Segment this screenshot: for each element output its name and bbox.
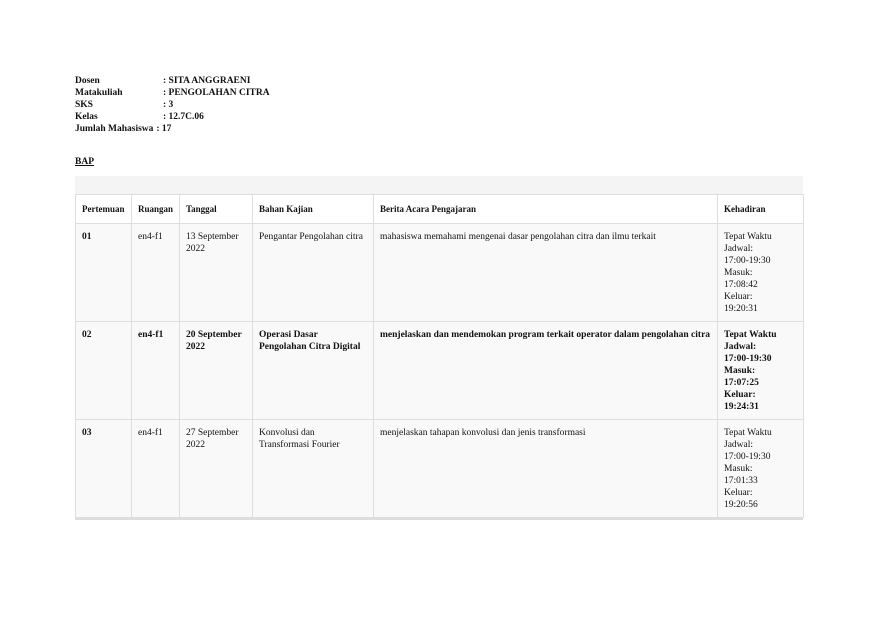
cell-berita-acara: mahasiswa memahami mengenai dasar pengolahan citra dan ilmu terkait xyxy=(374,224,718,322)
kehadiran-status: Tepat Waktu xyxy=(724,330,777,340)
kehadiran-masuk: 17:08:42 xyxy=(724,280,758,290)
info-matakuliah-value: : PENGOLAHAN CITRA xyxy=(163,88,270,98)
table-header-row xyxy=(76,195,804,224)
bap-table xyxy=(75,194,804,518)
kehadiran-keluar-label: Keluar: xyxy=(724,292,753,302)
cell-tanggal: 20 September 2022 xyxy=(180,322,253,420)
header-bahan-kajian: Bahan Kajian xyxy=(253,195,374,224)
cell-berita-acara: menjelaskan dan mendemokan program terkait operator dalam pengolahan citra xyxy=(374,322,718,420)
cell-ruangan: en4-f1 xyxy=(132,322,180,420)
kehadiran-jadwal: 17:00-19:30 xyxy=(724,452,771,462)
kehadiran-keluar: 19:24:31 xyxy=(724,402,759,412)
kehadiran-keluar: 19:20:31 xyxy=(724,304,758,314)
info-jumlah-label: Jumlah Mahasiswa xyxy=(75,124,154,134)
info-dosen-value: : SITA ANGGRAENI xyxy=(163,76,251,86)
cell-kehadiran xyxy=(718,224,804,322)
cell-kehadiran xyxy=(718,322,804,420)
cell-bahan-kajian: Konvolusi dan Transformasi Fourier xyxy=(253,420,374,518)
info-jumlah-mahasiswa xyxy=(75,123,270,135)
cell-pertemuan: 01 xyxy=(76,224,132,322)
kehadiran-status: Tepat Waktu xyxy=(724,232,772,242)
info-kelas-value: : 12.7C.06 xyxy=(163,112,204,122)
cell-ruangan: en4-f1 xyxy=(132,224,180,322)
header-ruangan: Ruangan xyxy=(132,195,180,224)
info-sks-label: SKS xyxy=(75,100,93,110)
kehadiran-masuk-label: Masuk: xyxy=(724,268,753,278)
kehadiran-masuk: 17:01:33 xyxy=(724,476,758,486)
header-tanggal: Tanggal xyxy=(180,195,253,224)
header-pertemuan: Pertemuan xyxy=(76,195,132,224)
kehadiran-keluar: 19:20:56 xyxy=(724,500,758,510)
kehadiran-status: Tepat Waktu xyxy=(724,428,772,438)
kehadiran-jadwal-label: Jadwal: xyxy=(724,440,754,450)
kehadiran-jadwal: 17:00-19:30 xyxy=(724,354,772,364)
kehadiran-jadwal-label: Jadwal: xyxy=(724,342,757,352)
bap-table-container xyxy=(75,176,803,520)
kehadiran-masuk-label: Masuk: xyxy=(724,464,753,474)
cell-tanggal: 13 September 2022 xyxy=(180,224,253,322)
cell-berita-acara: menjelaskan tahapan konvolusi dan jenis transformasi xyxy=(374,420,718,518)
kehadiran-jadwal-label: Jadwal: xyxy=(724,244,754,254)
section-title-bap: BAP xyxy=(75,157,94,167)
cell-pertemuan: 03 xyxy=(76,420,132,518)
info-dosen-label: Dosen xyxy=(75,76,100,86)
info-kelas xyxy=(75,111,270,123)
info-matakuliah xyxy=(75,87,270,99)
kehadiran-keluar-label: Keluar: xyxy=(724,488,753,498)
info-sks-value: : 3 xyxy=(163,100,174,110)
info-sks xyxy=(75,99,270,111)
info-matakuliah-label: Matakuliah xyxy=(75,88,123,98)
kehadiran-masuk: 17:07:25 xyxy=(724,378,759,388)
course-info xyxy=(75,75,270,135)
kehadiran-jadwal: 17:00-19:30 xyxy=(724,256,771,266)
header-berita-acara: Berita Acara Pengajaran xyxy=(374,195,718,224)
kehadiran-masuk-label: Masuk: xyxy=(724,366,756,376)
cell-kehadiran xyxy=(718,420,804,518)
cell-bahan-kajian: Pengantar Pengolahan citra xyxy=(253,224,374,322)
cell-bahan-kajian: Operasi Dasar Pengolahan Citra Digital xyxy=(253,322,374,420)
info-kelas-label: Kelas xyxy=(75,112,98,122)
cell-pertemuan: 02 xyxy=(76,322,132,420)
cell-tanggal: 27 September 2022 xyxy=(180,420,253,518)
table-row xyxy=(76,322,804,420)
table-row xyxy=(76,420,804,518)
cell-ruangan: en4-f1 xyxy=(132,420,180,518)
header-kehadiran: Kehadiran xyxy=(718,195,804,224)
table-row xyxy=(76,224,804,322)
info-dosen xyxy=(75,75,270,87)
info-jumlah-value: : 17 xyxy=(156,124,172,134)
kehadiran-keluar-label: Keluar: xyxy=(724,390,756,400)
